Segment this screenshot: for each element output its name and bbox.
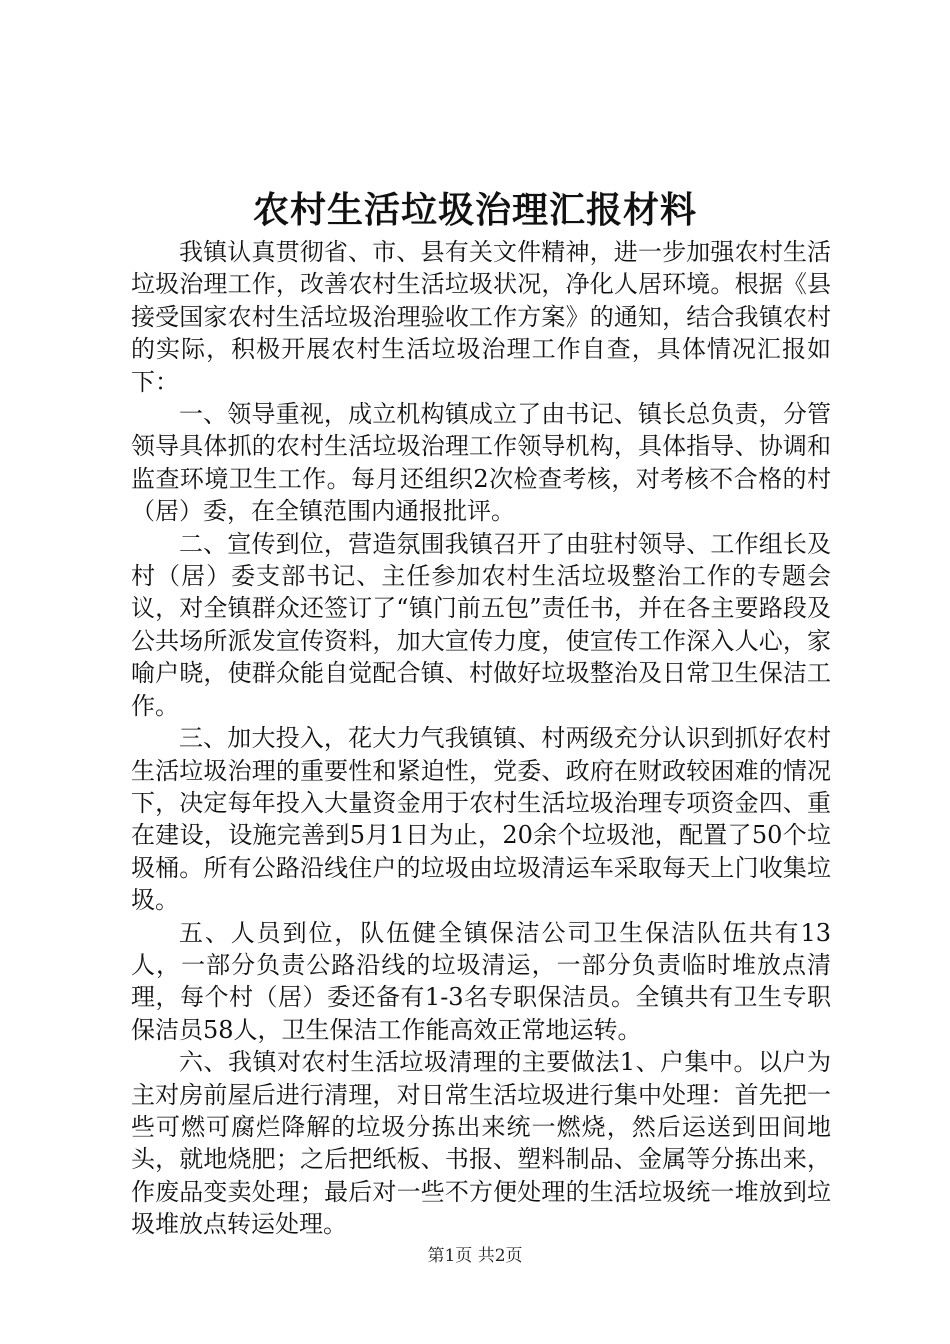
paragraph-leadership: 一、领导重视，成立机构镇成立了由书记、镇长总负责，分管领导具体抓的农村生活垃圾治理工作领导机构，具体指导、协调和监查环境卫生工作。每月还组织2次检查考核，对考核不合格的村（居）委，在全镇范围内通报批评。 bbox=[131, 400, 831, 526]
paragraph-practices: 六、我镇对农村生活垃圾清理的主要做法1、户集中。以户为主对房前屋后进行清理，对日常生活垃圾进行集中处理：首先把一些可燃可腐烂降解的垃圾分拣出来统一燃烧，然后运送到田间地头，就地烧肥；之后把纸板、书报、塑料制品、金属等分拣出来，作废品变卖处理；最后对一些不方便处理的生活垃圾统一堆放到垃圾堆放点转运处理。 bbox=[131, 1048, 831, 1239]
paragraph-publicity: 二、宣传到位，营造氛围我镇召开了由驻村领导、工作组长及村（居）委支部书记、主任参加农村生活垃圾整治工作的专题会议，对全镇群众还签订了“镇门前五包”责任书，并在各主要路段及公共场所派发宣传资料，加大宣传力度，使宣传工作深入人心，家喻户晓，使群众能自觉配合镇、村做好垃圾整治及日常卫生保洁工作。 bbox=[131, 529, 831, 720]
document-title: 农村生活垃圾治理汇报材料 bbox=[252, 189, 697, 231]
paragraph-investment: 三、加大投入，花大力气我镇镇、村两级充分认识到抓好农村生活垃圾治理的重要性和紧迫性，党委、政府在财政较困难的情况下，决定每年投入大量资金用于农村生活垃圾治理专项资金四、重在建设，设施完善到5月1日为止，20余个垃圾池，配置了50个垃圾桶。所有公路沿线住户的垃圾由垃圾清运车采取每天上门收集垃圾。 bbox=[131, 724, 831, 915]
document-body bbox=[131, 236, 831, 1241]
page-footer: 第1页 共2页 bbox=[427, 1246, 523, 1266]
paragraph-personnel: 五、人员到位，队伍健全镇保洁公司卫生保洁队伍共有13人，一部分负责公路沿线的垃圾清运，一部分负责临时堆放点清理，每个村（居）委还备有1-3名专职保洁员。全镇共有卫生专职保洁员58人，卫生保洁工作能高效正常地运转。 bbox=[131, 918, 831, 1044]
paragraph-intro: 我镇认真贯彻省、市、县有关文件精神，进一步加强农村生活垃圾治理工作，改善农村生活垃圾状况，净化人居环境。根据《县接受国家农村生活垃圾治理验收工作方案》的通知，结合我镇农村的实际，积极开展农村生活垃圾治理工作自查，具体情况汇报如下： bbox=[131, 238, 831, 396]
